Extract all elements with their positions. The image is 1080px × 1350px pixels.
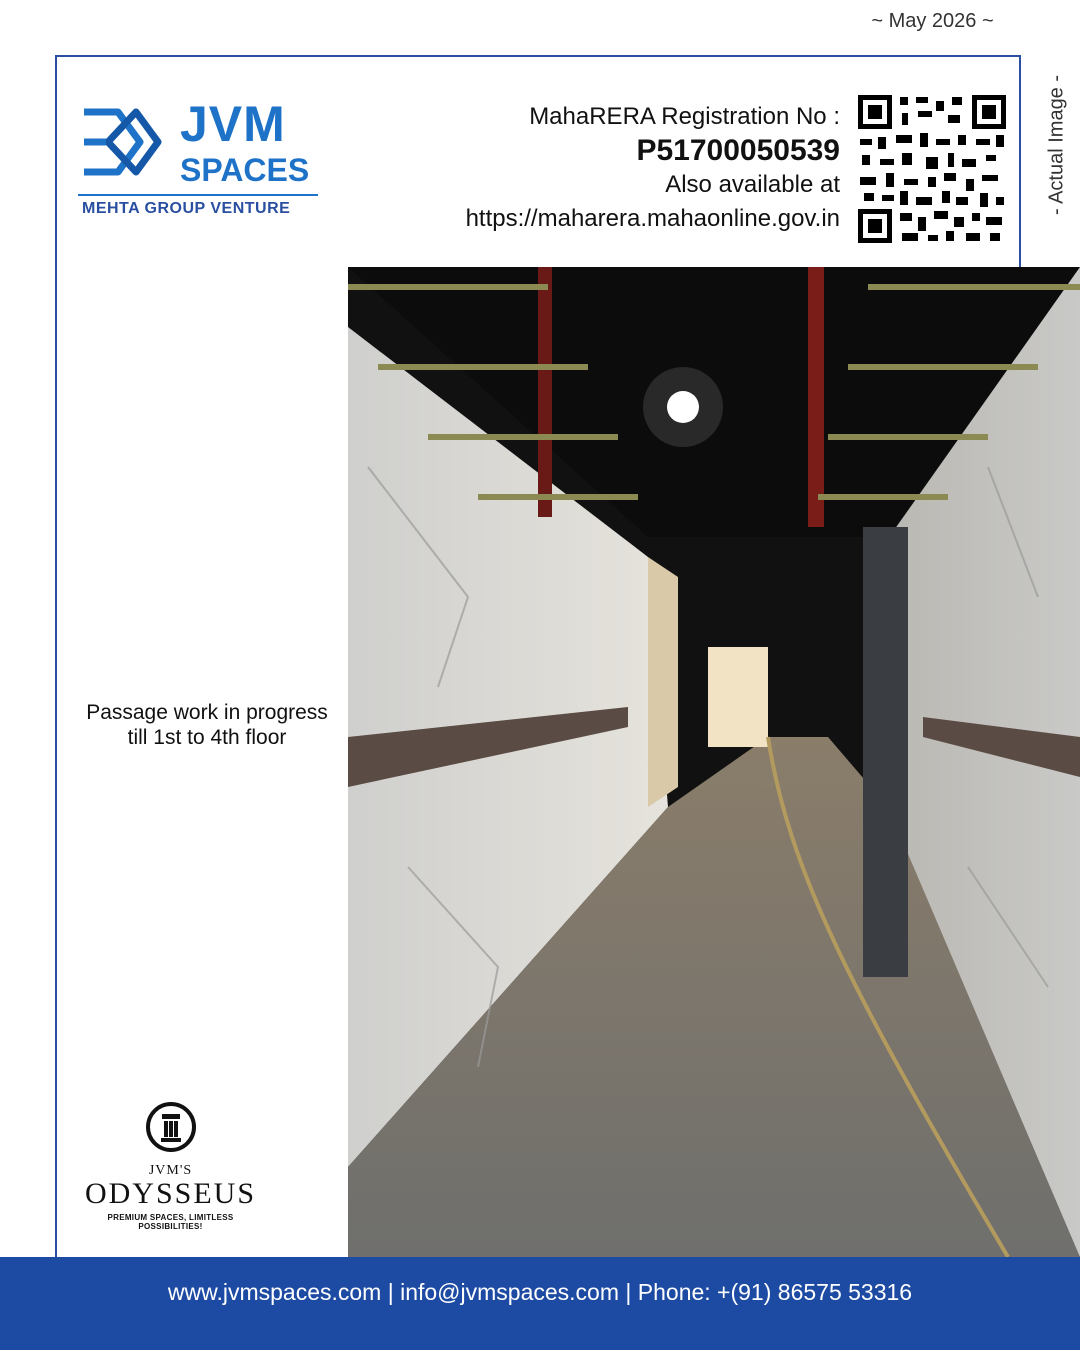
project-prefix: JVM'S <box>148 1163 193 1178</box>
project-tagline: PREMIUM SPACES, LIMITLESS POSSIBILITIES! <box>107 1213 234 1231</box>
date-label: ~ May 2026 ~ <box>871 10 994 32</box>
footer-contact[interactable]: www.jvmspaces.com | info@jvmspaces.com | Phone: +(91) 86575 53316 <box>167 1279 913 1305</box>
rera-url[interactable]: https://maharera.mahaonline.gov.in <box>465 205 840 232</box>
rera-block <box>466 100 840 236</box>
jvm-logo-mark-icon <box>78 102 164 182</box>
photo-caption <box>62 700 352 750</box>
footer-bar <box>0 1257 1080 1350</box>
brand-tagline: MEHTA GROUP VENTURE <box>82 200 291 217</box>
caption-line-2: till 1st to 4th floor <box>127 726 287 749</box>
brand-name: JVM <box>180 96 286 152</box>
rera-label: MahaRERA Registration No : <box>529 103 840 130</box>
rera-number: P51700050539 <box>636 134 840 167</box>
jvm-spaces-logo <box>78 96 323 225</box>
qr-code-icon[interactable] <box>856 93 1008 245</box>
passage-illustration <box>348 267 1080 1257</box>
project-name: ODYSSEUS <box>84 1177 257 1210</box>
actual-image-note <box>1042 60 1072 230</box>
odysseus-emblem-icon <box>144 1100 198 1154</box>
construction-passage-photo <box>348 267 1080 1257</box>
brand-name-line2: SPACES <box>180 152 310 188</box>
caption-line-1: Passage work in progress <box>86 701 328 724</box>
actual-image-text: - Actual Image - <box>1045 74 1068 216</box>
odysseus-logo <box>78 1100 263 1230</box>
rera-also-text: Also available at <box>665 171 840 198</box>
logo-divider <box>78 194 318 196</box>
